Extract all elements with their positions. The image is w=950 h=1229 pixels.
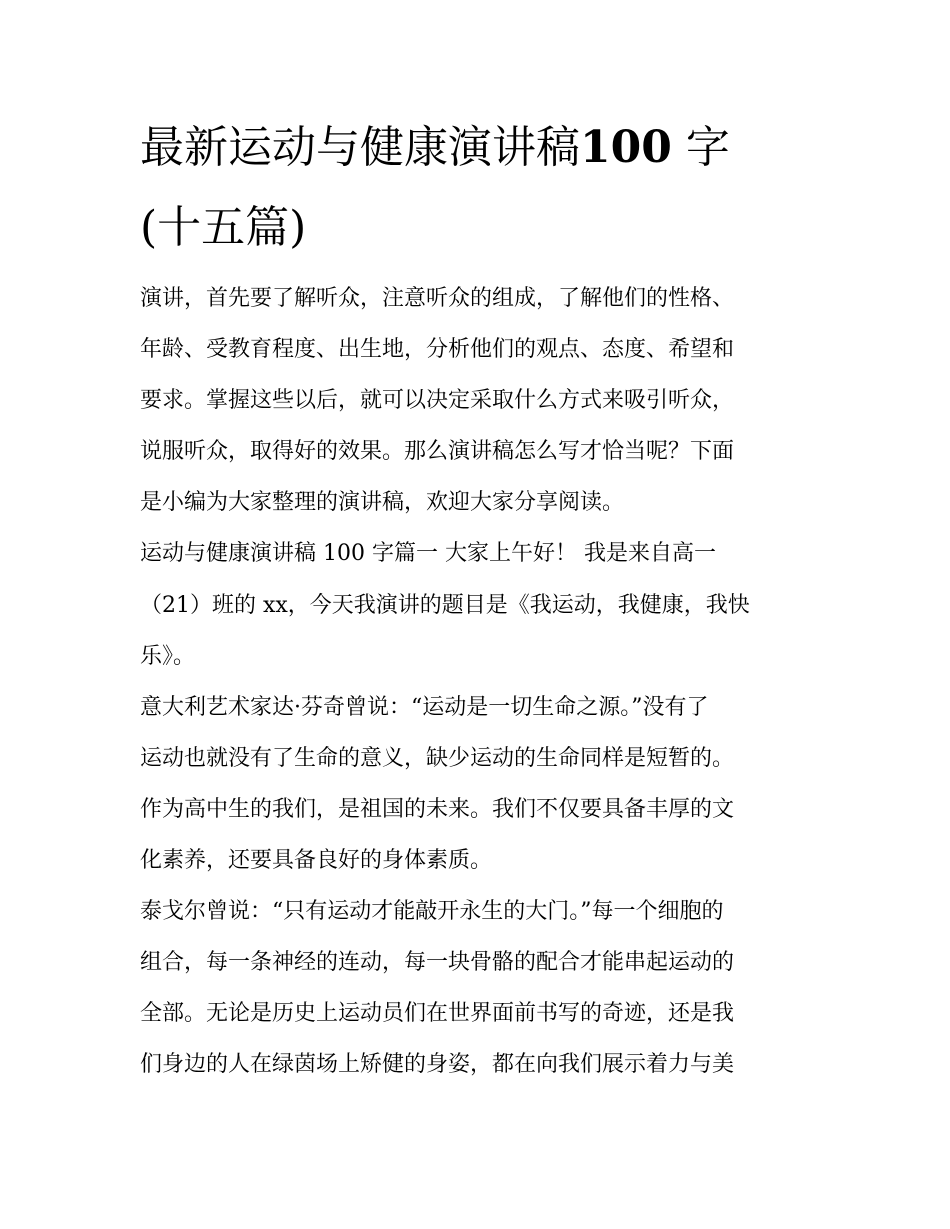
document-title-line-1 [140,104,830,192]
body-line: 年龄、受教育程度、出生地，分析他们的观点、态度、希望和 [140,337,735,362]
body-line: 演讲，首先要了解听众，注意听众的组成，了解他们的性格、 [140,286,735,311]
body-line: 意大利艺术家达·芬奇曾说：“运动是一切生命之源。”没有了 [140,695,709,720]
body-line: 作为高中生的我们，是祖国的未来。我们不仅要具备丰厚的文 [140,797,735,822]
body-line: 全部。无论是历史上运动员们在世界面前书写的奇迹，还是我 [140,1001,735,1026]
title-number: 100 [580,122,672,173]
document-title-line-2: (十五篇) [140,202,307,253]
body-line: 乐》。 [140,644,196,669]
body-line: 要求。掌握这些以后，就可以决定采取什么方式来吸引听众， [140,388,735,413]
body-line: 运动与健康演讲稿 100 字篇一 大家上午好！ 我是来自高一 [140,541,716,566]
body-line: （21）班的 xx，今天我演讲的题目是《我运动，我健康，我快 [140,593,750,618]
title-tail: 字 [671,122,730,173]
title-text: 最新运动与健康演讲稿 [140,122,580,173]
body-line: 是小编为大家整理的演讲稿，欢迎大家分享阅读。 [140,490,625,515]
body-line: 组合，每一条神经的连动，每一块骨骼的配合才能串起运动的 [140,950,735,975]
body-line: 运动也就没有了生命的意义，缺少运动的生命同样是短暂的。 [140,746,735,771]
body-line: 们身边的人在绿茵场上矫健的身姿，都在向我们展示着力与美 [140,1052,735,1077]
body-line: 泰戈尔曾说：“只有运动才能敲开永生的大门。”每一个细胞的 [140,899,724,924]
body-line: 说服听众，取得好的效果。那么演讲稿怎么写才恰当呢？下面 [140,439,735,464]
body-line: 化素养，还要具备良好的身体素质。 [140,848,493,873]
